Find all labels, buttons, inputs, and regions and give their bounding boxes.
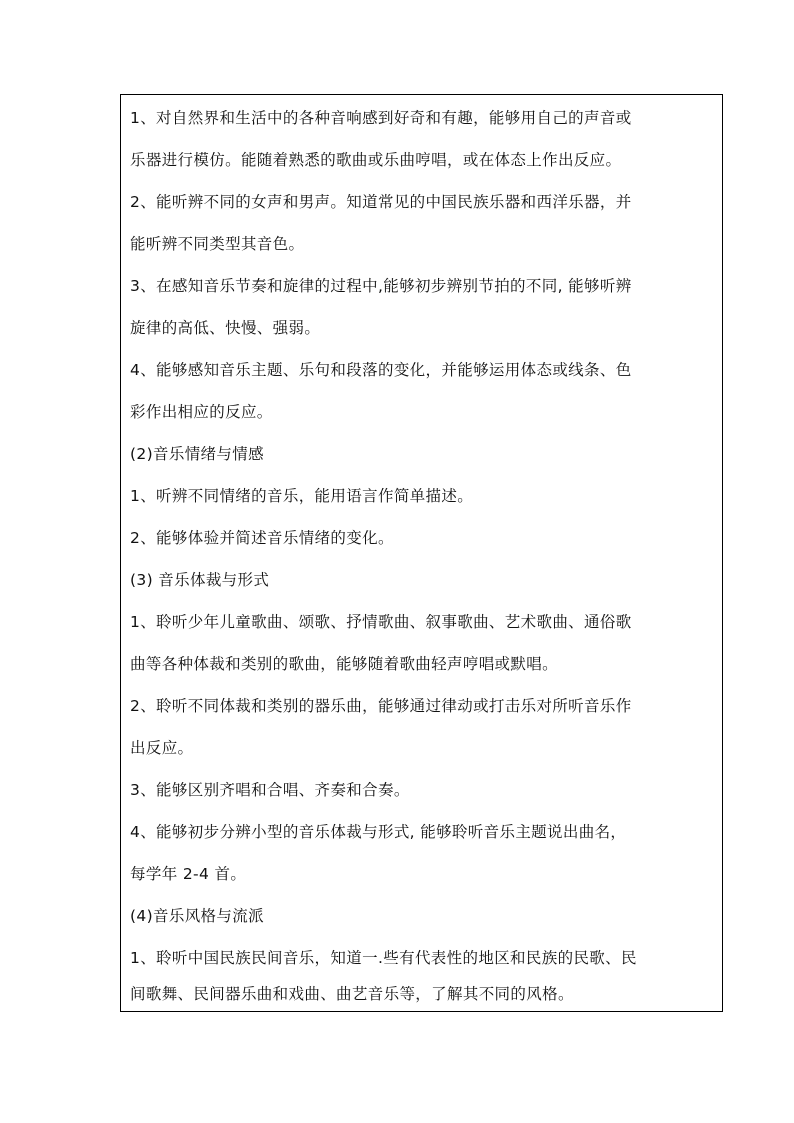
text-line: 间歌舞、民间器乐曲和戏曲、曲艺音乐等，了解其不同的风格。 (130, 985, 574, 1003)
section-heading: (3) 音乐体裁与形式 (130, 571, 270, 589)
section-heading: (4)音乐风格与流派 (130, 907, 264, 925)
text-line: 2、聆听不同体裁和类别的器乐曲，能够通过律动或打击乐对所听音乐作 (130, 697, 632, 715)
text-line: 4、能够感知音乐主题、乐句和段落的变化，并能够运用体态或线条、色 (130, 361, 632, 379)
text-line: 1、对自然界和生活中的各种音响感到好奇和有趣，能够用自己的声音或 (130, 109, 632, 127)
text-line: 4、能够初步分辨小型的音乐体裁与形式, 能够聆听音乐主题说出曲名， (130, 823, 627, 841)
text-line: 1、聆听中国民族民间音乐，知道一.些有代表性的地区和民族的民歌、民 (130, 949, 637, 967)
text-line: 能听辨不同类型其音色。 (130, 235, 305, 253)
text-line: 2、能听辨不同的女声和男声。知道常见的中国民族乐器和西洋乐器，并 (130, 193, 632, 211)
text-line: 每学年 2-4 首。 (130, 865, 247, 883)
text-line: 彩作出相应的反应。 (130, 403, 273, 421)
text-line: 3、在感知音乐节奏和旋律的过程中,能够初步辨别节拍的不同, 能够听辨 (130, 277, 632, 295)
text-line: 1、聆听少年儿童歌曲、颂歌、抒情歌曲、叙事歌曲、艺术歌曲、通俗歌 (130, 613, 632, 631)
text-line: 1、听辨不同情绪的音乐，能用语言作简单描述。 (130, 487, 474, 505)
text-line: 曲等各种体裁和类别的歌曲，能够随着歌曲轻声哼唱或默唱。 (130, 655, 558, 673)
content-table-cell (120, 94, 723, 1012)
text-line: 出反应。 (130, 739, 194, 757)
text-line: 乐器进行模仿。能随着熟悉的歌曲或乐曲哼唱，或在体态上作出反应。 (130, 151, 622, 169)
text-line: 旋律的高低、快慢、强弱。 (130, 319, 321, 337)
section-heading: (2)音乐情绪与情感 (130, 445, 264, 463)
text-line: 3、能够区别齐唱和合唱、齐奏和合奏。 (130, 781, 410, 799)
text-line: 2、能够体验并简述音乐情绪的变化。 (130, 529, 394, 547)
